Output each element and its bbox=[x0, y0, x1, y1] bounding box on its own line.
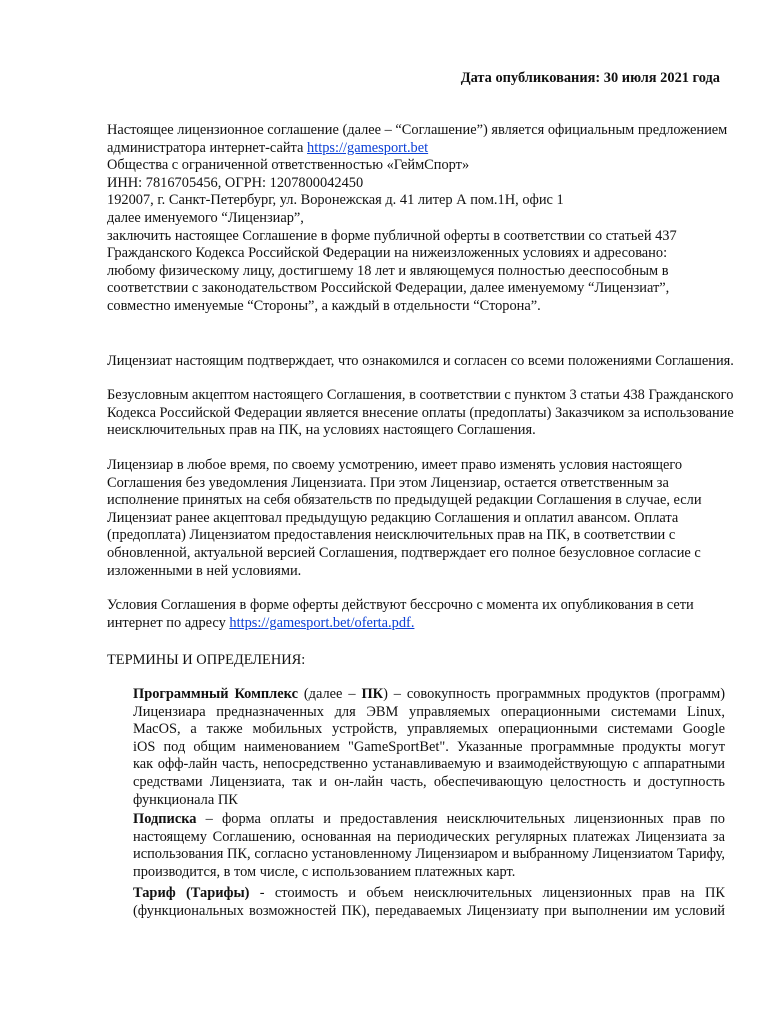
term-text: ) – совокупность программных продуктов (программ) bbox=[383, 686, 725, 702]
term-tariff bbox=[133, 885, 725, 920]
terms-heading bbox=[107, 652, 727, 670]
term-line: использования ПК, согласно установленному Лицензиаром и выбранному Лицензиатом Тарифу, bbox=[133, 846, 725, 863]
changes-line: Соглашения без уведомления Лицензиата. При этом Лицензиар, остается ответственным за bbox=[107, 474, 669, 491]
changes-line: исполнение принятых на себя обязательств по предыдущей редакции Соглашения в случае, если bbox=[107, 492, 702, 509]
term-line: iOS под общим наименованием "GameSportBet". Указанные программные продукты могут bbox=[133, 738, 725, 755]
validity-line bbox=[107, 615, 727, 633]
oferta-link[interactable]: https://gamesport.bet/oferta.pdf. bbox=[229, 614, 415, 631]
term-line bbox=[133, 885, 725, 903]
intro-line: совместно именуемые “Стороны”, а каждый в отдельности “Сторона”. bbox=[107, 297, 541, 314]
term-line: функционала ПК bbox=[133, 791, 238, 808]
changes-line: обновленной, актуальной версией Соглашения, подтверждает его полное безусловное согласие с bbox=[107, 544, 701, 561]
term-line: настоящему Соглашению, основанная на периодических регулярных платежах Лицензиата за bbox=[133, 828, 725, 845]
changes-paragraph bbox=[107, 457, 727, 580]
intro-line: Общества с ограниченной ответственностью «ГеймСпорт» bbox=[107, 157, 470, 174]
term-line: MacOS, а также мобильных устройств, управляемых операционными системами Google bbox=[133, 721, 725, 738]
intro-line: Гражданского Кодекса Российской Федерации на нижеизложенных условиях и адресовано: bbox=[107, 245, 668, 262]
intro-line: заключить настоящее Соглашение в форме публичной оферты в соответствии со статьей 437 bbox=[107, 227, 677, 244]
term-line bbox=[133, 811, 725, 829]
intro-line: 192007, г. Санкт-Петербург, ул. Воронежская д. 41 литер А пом.1Н, офис 1 bbox=[107, 192, 564, 209]
acceptance-line: Безусловным акцептом настоящего Соглашения, в соответствии с пунктом 3 статьи 438 Гражданского bbox=[107, 387, 734, 403]
changes-line: (предоплата) Лицензиатом предоставления неисключительных прав на ПК, в соответствии с bbox=[107, 527, 676, 544]
intro-line: любому физическому лицу, достигшему 18 лет и являющемуся полностью дееспособным в bbox=[107, 262, 669, 279]
intro-line: соответствии с законодательством Российской Федерации, далее именуемому “Лицензиат”, bbox=[107, 280, 670, 297]
intro-line: далее именуемого “Лицензиар”, bbox=[107, 209, 304, 226]
term-line: (функциональных возможностей ПК), передаваемых Лицензиату при выполнении им условий bbox=[133, 902, 725, 919]
acceptance-line: неисключительных прав на ПК, на условиях настоящего Соглашения. bbox=[107, 422, 536, 439]
term-abbr: ПК bbox=[361, 686, 384, 702]
term-subscription bbox=[133, 811, 725, 881]
acceptance-line: Кодекса Российской Федерации является внесение оплаты (предоплаты) Заказчиком за использование bbox=[107, 404, 734, 421]
confirm-line: Лицензиат настоящим подтверждает, что ознакомился и согласен со всеми положениями Соглашения. bbox=[107, 353, 734, 369]
term-text: – форма оплаты и предоставления неисключительных лицензионных прав по bbox=[196, 811, 725, 827]
validity-text: интернет по адресу bbox=[107, 614, 230, 631]
intro-text: администратора интернет-сайта bbox=[107, 139, 308, 156]
changes-line: Лицензиар в любое время, по своему усмотрению, имеет право изменять условия настоящего bbox=[107, 457, 683, 473]
acceptance-paragraph bbox=[107, 387, 734, 440]
term-program-complex bbox=[133, 686, 725, 809]
term-text: (далее – bbox=[297, 686, 362, 702]
term-line: производится, в том числе, с использованием платежных карт. bbox=[133, 863, 516, 880]
intro-line: Настоящее лицензионное соглашение (далее – “Соглашение”) является официальным предложением bbox=[107, 122, 728, 138]
confirm-paragraph bbox=[107, 353, 734, 371]
validity-line: Условия Соглашения в форме оферты действуют бессрочно с момента их опубликования в сети bbox=[107, 597, 694, 613]
validity-paragraph bbox=[107, 597, 727, 632]
term-text: - стоимость и объем неисключительных лицензионных прав на ПК bbox=[249, 885, 725, 901]
publication-date: Дата опубликования: 30 июля 2021 года bbox=[460, 70, 720, 86]
term-name: Подписка bbox=[133, 811, 197, 827]
term-line bbox=[133, 686, 725, 704]
changes-line: Лицензиат ранее акцептовал предыдущую редакцию Соглашения и оплатил авансом. Оплата bbox=[107, 509, 679, 526]
term-line: как офф-лайн часть, непосредственно устанавливаемую и взаимодействующую с аппаратными bbox=[133, 756, 725, 773]
term-name: Программный Комплекс bbox=[133, 686, 298, 702]
intro-line bbox=[107, 140, 727, 158]
intro-paragraph bbox=[107, 122, 727, 316]
term-line: средствами Лицензиата, так и он-лайн часть, обеспечивающую целостность и доступность bbox=[133, 773, 725, 790]
intro-line: ИНН: 7816705456, ОГРН: 1207800042450 bbox=[107, 174, 364, 191]
term-name: Тариф (Тарифы) bbox=[133, 885, 250, 901]
site-link[interactable]: https://gamesport.bet bbox=[307, 139, 429, 156]
term-line: Лицензиара предназначенных для ЭВМ управляемых операционными системами Linux, bbox=[133, 703, 725, 720]
terms-heading-text: ТЕРМИНЫ И ОПРЕДЕЛЕНИЯ: bbox=[107, 652, 306, 668]
changes-line: изложенными в ней условиями. bbox=[107, 562, 302, 579]
